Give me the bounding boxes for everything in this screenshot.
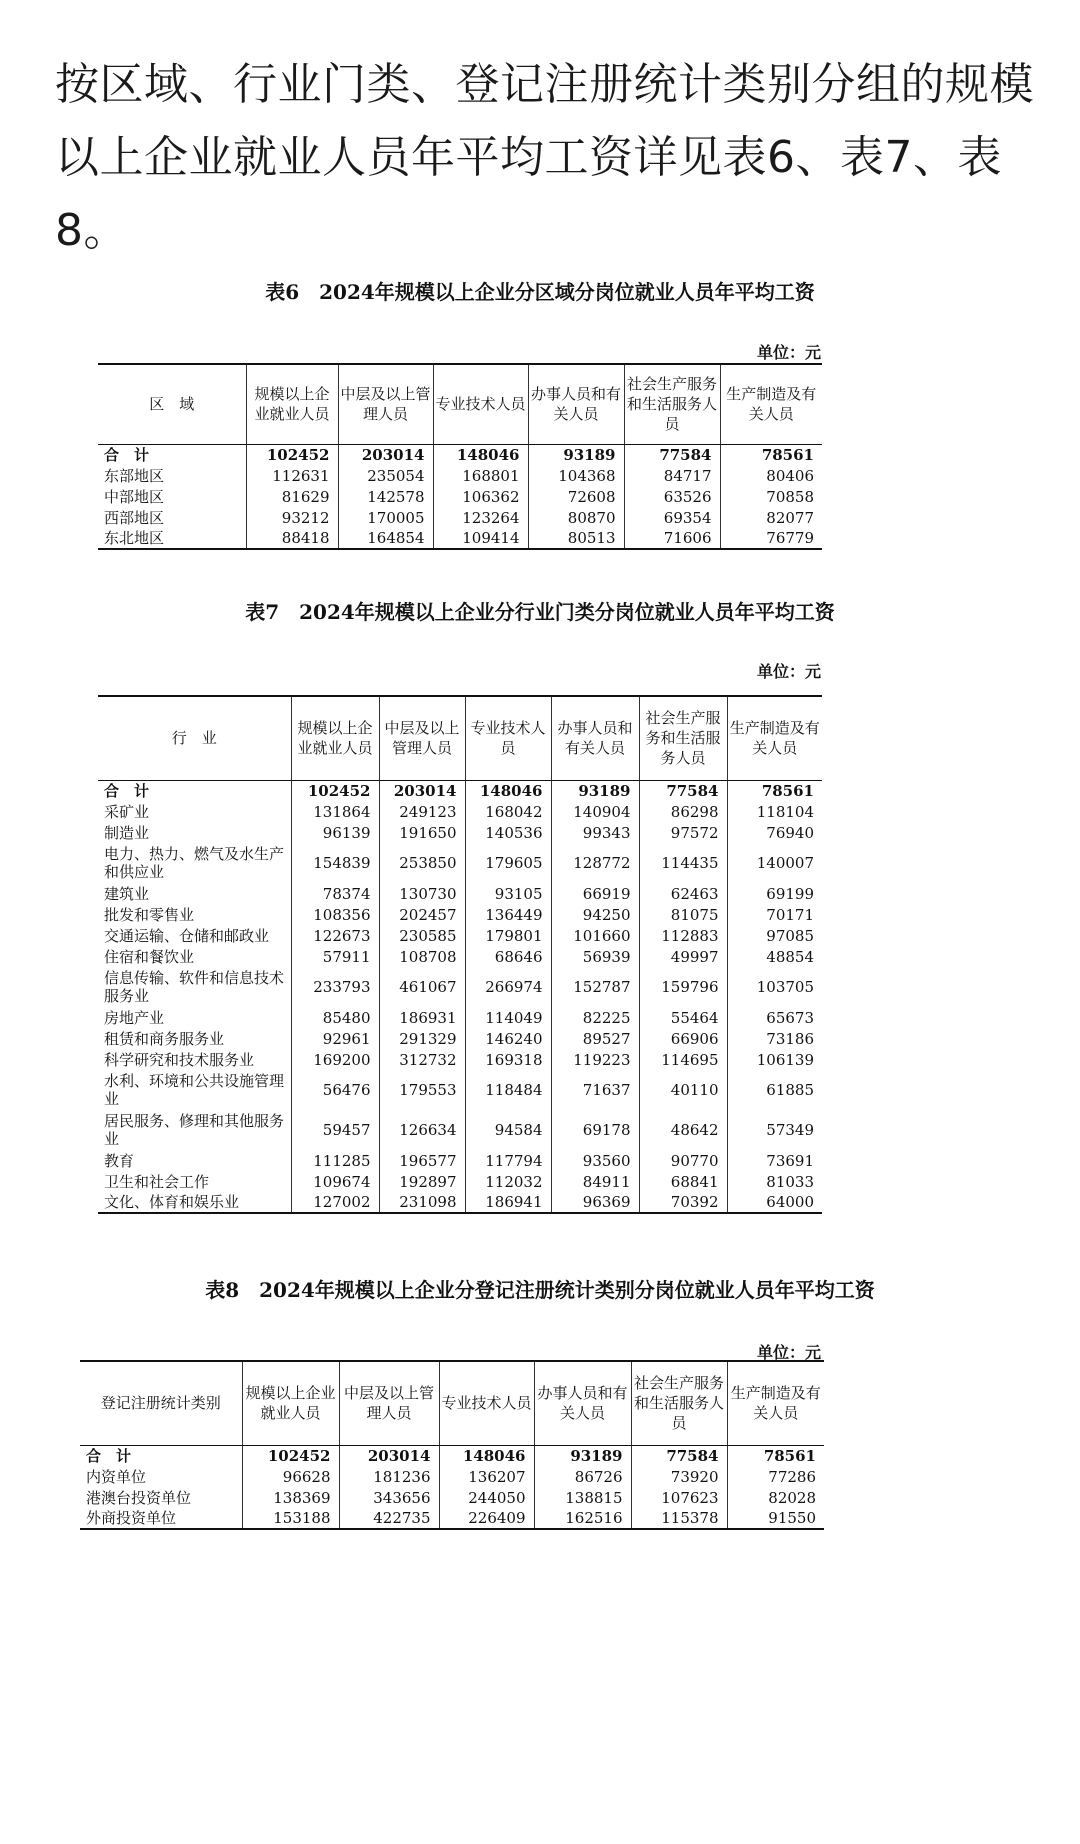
table-cell: 64000 (727, 1192, 822, 1213)
table-cell: 126634 (379, 1110, 465, 1150)
table-cell: 86298 (639, 801, 727, 822)
table-cell: 57349 (727, 1110, 822, 1150)
table-cell: 82077 (720, 507, 822, 528)
table-row (98, 444, 822, 465)
table8-header-col6: 生产制造及有关人员 (727, 1361, 824, 1445)
table-cell: 80870 (528, 507, 624, 528)
table8-header-category: 登记注册统计类别 (80, 1361, 242, 1445)
table6-header-col5: 社会生产服务和生活服务人员 (624, 364, 720, 444)
table-row (98, 780, 822, 801)
table-row (98, 946, 822, 967)
row-label: 西部地区 (104, 508, 165, 527)
table-cell: 118104 (727, 801, 822, 822)
table-cell: 80406 (720, 465, 822, 486)
table-row (98, 801, 822, 822)
table-cell: 122673 (291, 925, 379, 946)
table-cell: 82225 (551, 1007, 639, 1028)
table-cell: 169200 (291, 1049, 379, 1070)
table-cell: 140904 (551, 801, 639, 822)
row-label: 电力、热力、燃气及水生产和供应业 (104, 845, 285, 881)
table-cell: 136449 (465, 904, 551, 925)
table7-header-industry: 行 业 (98, 696, 291, 780)
table-row (98, 528, 822, 549)
table-cell: 93560 (551, 1150, 639, 1171)
row-label: 水利、环境和公共设施管理业 (104, 1072, 285, 1108)
table-cell: 102452 (246, 444, 338, 465)
table-cell: 461067 (379, 967, 465, 1007)
table-cell: 148046 (439, 1445, 534, 1466)
table8-header-col5: 社会生产服务和生活服务人员 (631, 1361, 727, 1445)
row-label: 文化、体育和娱乐业 (104, 1193, 240, 1211)
table7-header-col2: 中层及以上管理人员 (379, 696, 465, 780)
table-row (80, 1487, 824, 1508)
table-cell: 164854 (338, 528, 433, 549)
table-cell: 142578 (338, 486, 433, 507)
table-cell: 94584 (465, 1110, 551, 1150)
table6-header-col1: 规模以上企业就业人员 (246, 364, 338, 444)
table-cell: 84717 (624, 465, 720, 486)
table-row (98, 486, 822, 507)
table-cell: 153188 (242, 1508, 339, 1529)
table-cell: 154839 (291, 843, 379, 883)
table-cell: 90770 (639, 1150, 727, 1171)
table-cell: 266974 (465, 967, 551, 1007)
table6-title: 表6 2024年规模以上企业分区域分岗位就业人员年平均工资 (265, 280, 815, 304)
table-cell: 104368 (528, 465, 624, 486)
table-cell: 127002 (291, 1192, 379, 1213)
table-cell: 202457 (379, 904, 465, 925)
table-cell: 96628 (242, 1466, 339, 1487)
row-label: 东北地区 (104, 529, 165, 547)
table-cell: 73186 (727, 1028, 822, 1049)
table-cell: 88418 (246, 528, 338, 549)
table-cell: 102452 (242, 1445, 339, 1466)
table-row (98, 904, 822, 925)
table-row (98, 465, 822, 486)
table-cell: 108708 (379, 946, 465, 967)
table-cell: 179801 (465, 925, 551, 946)
table-row (80, 1466, 824, 1487)
table-cell: 70392 (639, 1192, 727, 1213)
table-cell: 70858 (720, 486, 822, 507)
row-label: 中部地区 (104, 487, 165, 506)
table-cell: 81075 (639, 904, 727, 925)
row-label: 租赁和商务服务业 (104, 1029, 225, 1048)
table-cell: 89527 (551, 1028, 639, 1049)
table-cell: 40110 (639, 1070, 727, 1110)
table7-title: 表7 2024年规模以上企业分行业门类分岗位就业人员年平均工资 (245, 600, 835, 624)
table-cell: 312732 (379, 1049, 465, 1070)
table-cell: 77584 (631, 1445, 727, 1466)
table-row (98, 822, 822, 843)
table-cell: 103705 (727, 967, 822, 1007)
table-row (80, 1445, 824, 1466)
table7-header-col6: 生产制造及有关人员 (727, 696, 822, 780)
table8 (80, 1360, 824, 1530)
table-cell: 71606 (624, 528, 720, 549)
table-cell: 78561 (727, 1445, 824, 1466)
table-cell: 108356 (291, 904, 379, 925)
row-label: 房地产业 (104, 1008, 165, 1027)
table8-header-col3: 专业技术人员 (439, 1361, 534, 1445)
table6-header-col3: 专业技术人员 (433, 364, 528, 444)
row-label: 合 计 (86, 1446, 132, 1465)
table-cell: 94250 (551, 904, 639, 925)
table-cell: 138815 (534, 1487, 631, 1508)
table-cell: 77286 (727, 1466, 824, 1487)
table8-header-col4: 办事人员和有关人员 (534, 1361, 631, 1445)
table-row (98, 1150, 822, 1171)
row-label: 内资单位 (86, 1467, 147, 1486)
table-cell: 85480 (291, 1007, 379, 1028)
table-cell: 49997 (639, 946, 727, 967)
table-cell: 230585 (379, 925, 465, 946)
table-cell: 168801 (433, 465, 528, 486)
table-cell: 70171 (727, 904, 822, 925)
table-cell: 179553 (379, 1070, 465, 1110)
table-cell: 235054 (338, 465, 433, 486)
table-cell: 136207 (439, 1466, 534, 1487)
table7-header-col3: 专业技术人员 (465, 696, 551, 780)
table-cell: 93212 (246, 507, 338, 528)
table-cell: 86726 (534, 1466, 631, 1487)
row-label: 外商投资单位 (86, 1509, 177, 1527)
table-cell: 97572 (639, 822, 727, 843)
table-cell: 97085 (727, 925, 822, 946)
row-label: 东部地区 (104, 466, 165, 485)
row-label: 制造业 (104, 823, 150, 842)
table-cell: 55464 (639, 1007, 727, 1028)
table-cell: 203014 (338, 444, 433, 465)
table-row (98, 1007, 822, 1028)
table-cell: 93189 (551, 780, 639, 801)
table-cell: 191650 (379, 822, 465, 843)
row-label: 采矿业 (104, 802, 150, 821)
table-cell: 115378 (631, 1508, 727, 1529)
table-cell: 107623 (631, 1487, 727, 1508)
table-cell: 196577 (379, 1150, 465, 1171)
table-cell: 78561 (720, 444, 822, 465)
table-cell: 130730 (379, 883, 465, 904)
table-cell: 253850 (379, 843, 465, 883)
table6 (98, 363, 822, 550)
table-cell: 68646 (465, 946, 551, 967)
table-cell: 114435 (639, 843, 727, 883)
table-cell: 81629 (246, 486, 338, 507)
table-cell: 118484 (465, 1070, 551, 1110)
row-label: 卫生和社会工作 (104, 1172, 210, 1191)
table-cell: 78561 (727, 780, 822, 801)
table-cell: 62463 (639, 883, 727, 904)
table-cell: 162516 (534, 1508, 631, 1529)
table-row (98, 1192, 822, 1213)
table-row (98, 1049, 822, 1070)
table-cell: 179605 (465, 843, 551, 883)
table-cell: 119223 (551, 1049, 639, 1070)
table6-header-col4: 办事人员和有关人员 (528, 364, 624, 444)
table-cell: 96369 (551, 1192, 639, 1213)
table-cell: 112883 (639, 925, 727, 946)
table-cell: 168042 (465, 801, 551, 822)
table-cell: 99343 (551, 822, 639, 843)
table-cell: 159796 (639, 967, 727, 1007)
table-cell: 231098 (379, 1192, 465, 1213)
table-cell: 73920 (631, 1466, 727, 1487)
table-cell: 203014 (379, 780, 465, 801)
table-cell: 71637 (551, 1070, 639, 1110)
row-label: 交通运输、仓储和邮政业 (104, 926, 270, 945)
table-cell: 148046 (433, 444, 528, 465)
table-cell: 170005 (338, 507, 433, 528)
table-cell: 92961 (291, 1028, 379, 1049)
table-cell: 66906 (639, 1028, 727, 1049)
table7-unit: 单位：元 (757, 662, 822, 681)
table-cell: 114695 (639, 1049, 727, 1070)
table-cell: 69354 (624, 507, 720, 528)
table-cell: 422735 (339, 1508, 439, 1529)
table-cell: 66919 (551, 883, 639, 904)
table-cell: 244050 (439, 1487, 534, 1508)
table-row (98, 1028, 822, 1049)
table7-header-col5: 社会生产服务和生活服务人员 (639, 696, 727, 780)
table-cell: 91550 (727, 1508, 824, 1529)
table-cell: 93105 (465, 883, 551, 904)
table-cell: 123264 (433, 507, 528, 528)
table7-header-col1: 规模以上企业就业人员 (291, 696, 379, 780)
table-row (98, 967, 822, 1007)
table-cell: 48854 (727, 946, 822, 967)
table-cell: 78374 (291, 883, 379, 904)
table-cell: 81033 (727, 1171, 822, 1192)
table-cell: 112032 (465, 1171, 551, 1192)
table-cell: 128772 (551, 843, 639, 883)
table-cell: 106139 (727, 1049, 822, 1070)
table8-header-col1: 规模以上企业就业人员 (242, 1361, 339, 1445)
table-cell: 69178 (551, 1110, 639, 1150)
table-row (98, 883, 822, 904)
row-label: 合 计 (104, 445, 150, 464)
table-cell: 291329 (379, 1028, 465, 1049)
table-row (80, 1508, 824, 1529)
table-cell: 102452 (291, 780, 379, 801)
row-label: 建筑业 (104, 884, 150, 903)
table-row (98, 507, 822, 528)
row-label: 居民服务、修理和其他服务业 (104, 1112, 285, 1148)
table-cell: 48642 (639, 1110, 727, 1150)
table-cell: 76940 (727, 822, 822, 843)
table-cell: 117794 (465, 1150, 551, 1171)
table7-header-col4: 办事人员和有关人员 (551, 696, 639, 780)
table-cell: 77584 (624, 444, 720, 465)
table-cell: 93189 (528, 444, 624, 465)
table-cell: 109674 (291, 1171, 379, 1192)
table-cell: 186941 (465, 1192, 551, 1213)
table-cell: 69199 (727, 883, 822, 904)
table8-header-col2: 中层及以上管理人员 (339, 1361, 439, 1445)
table8-title: 表8 2024年规模以上企业分登记注册统计类别分岗位就业人员年平均工资 (205, 1278, 875, 1302)
intro-paragraph: 按区域、行业门类、登记注册统计类别分组的规模以上企业就业人员年平均工资详见表6、表7、表8。 (55, 59, 1034, 256)
table-cell: 111285 (291, 1150, 379, 1171)
table-cell: 65673 (727, 1007, 822, 1028)
row-label: 批发和零售业 (104, 905, 195, 924)
table-cell: 249123 (379, 801, 465, 822)
table-cell: 57911 (291, 946, 379, 967)
table-cell: 138369 (242, 1487, 339, 1508)
table-cell: 56939 (551, 946, 639, 967)
table7 (98, 695, 822, 1214)
row-label: 住宿和餐饮业 (104, 947, 195, 966)
table-cell: 82028 (727, 1487, 824, 1508)
table-cell: 112631 (246, 465, 338, 486)
table-cell: 93189 (534, 1445, 631, 1466)
row-label: 港澳台投资单位 (86, 1488, 192, 1507)
table-cell: 73691 (727, 1150, 822, 1171)
table-cell: 203014 (339, 1445, 439, 1466)
table-cell: 59457 (291, 1110, 379, 1150)
table-cell: 68841 (639, 1171, 727, 1192)
table-cell: 181236 (339, 1466, 439, 1487)
table-row (98, 1070, 822, 1110)
table-cell: 226409 (439, 1508, 534, 1529)
table-cell: 101660 (551, 925, 639, 946)
table6-header-region: 区 域 (98, 364, 246, 444)
table-cell: 343656 (339, 1487, 439, 1508)
table-cell: 72608 (528, 486, 624, 507)
table-cell: 109414 (433, 528, 528, 549)
table6-header-col2: 中层及以上管理人员 (338, 364, 433, 444)
table-cell: 76779 (720, 528, 822, 549)
table-row (98, 925, 822, 946)
table-cell: 140536 (465, 822, 551, 843)
table-row (98, 843, 822, 883)
row-label: 科学研究和技术服务业 (104, 1050, 255, 1069)
table-cell: 140007 (727, 843, 822, 883)
table6-header-col6: 生产制造及有关人员 (720, 364, 822, 444)
table-cell: 169318 (465, 1049, 551, 1070)
table-cell: 152787 (551, 967, 639, 1007)
row-label: 合 计 (104, 781, 150, 800)
row-label: 教育 (104, 1151, 135, 1170)
table6-unit: 单位：元 (757, 343, 822, 362)
table-cell: 148046 (465, 780, 551, 801)
table-cell: 186931 (379, 1007, 465, 1028)
table-row (98, 1110, 822, 1150)
table-cell: 233793 (291, 967, 379, 1007)
row-label: 信息传输、软件和信息技术服务业 (104, 969, 285, 1005)
table8-unit: 单位：元 (757, 1343, 822, 1362)
table-cell: 77584 (639, 780, 727, 801)
table-row (98, 1171, 822, 1192)
table-cell: 114049 (465, 1007, 551, 1028)
table-cell: 192897 (379, 1171, 465, 1192)
table-cell: 96139 (291, 822, 379, 843)
table-cell: 131864 (291, 801, 379, 822)
table-cell: 106362 (433, 486, 528, 507)
table-cell: 56476 (291, 1070, 379, 1110)
table-cell: 61885 (727, 1070, 822, 1110)
table-cell: 84911 (551, 1171, 639, 1192)
table-cell: 146240 (465, 1028, 551, 1049)
table-cell: 80513 (528, 528, 624, 549)
table-cell: 63526 (624, 486, 720, 507)
